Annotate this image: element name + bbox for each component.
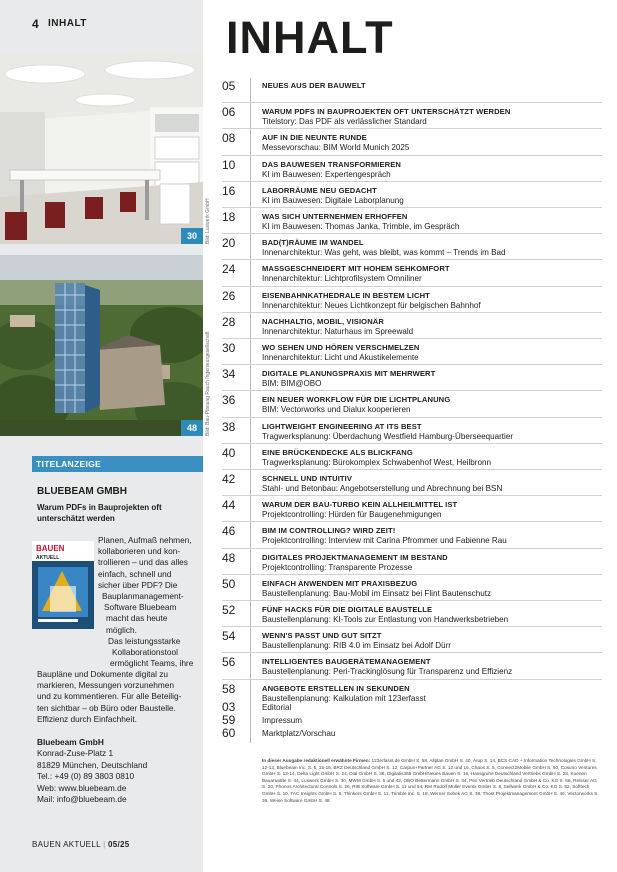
toc-rule	[222, 181, 602, 182]
toc-entry[interactable]	[222, 262, 602, 288]
toc-page-number: 28	[222, 314, 236, 329]
toc-rule	[222, 443, 602, 444]
toc-subtitle: Projektcontrolling: Transparente Prozesse	[262, 562, 413, 572]
toc-entry[interactable]	[222, 158, 602, 184]
toc-page-number: 44	[222, 498, 236, 513]
contact-name: Bluebeam GmbH	[37, 737, 104, 747]
toc-entry[interactable]	[222, 131, 602, 157]
toc-page-number: 18	[222, 210, 236, 224]
toc-page-number: 06	[222, 105, 236, 120]
photo-credit: Bild: Luxwerk GmbH	[205, 198, 211, 244]
toc-extra-entry[interactable]	[222, 726, 602, 740]
toc-rule	[222, 469, 602, 470]
toc-subtitle: Baustellenplanung: Bau-Mobil im Einsatz bei Flint Bautenschutz	[262, 588, 492, 598]
toc-page-number: 05	[222, 79, 236, 93]
ad-body-text-continued: Baupläne und Dokumente digital zu markieren, Messungen vorzunehmen und zu kommentieren. Für alle Beteilig- ten sichtbar – ob Büro oder Baustelle. Effizienz durch Einfachheit.	[37, 669, 182, 724]
page-footer: BAUEN AKTUELL | 05/25	[32, 840, 130, 849]
toc-page-number: 42	[222, 472, 236, 486]
toc-title: EISENBAHNKATHEDRALE IN BESTEM LICHT	[262, 290, 430, 300]
toc-title: MASSGESCHNEIDERT MIT HOHEM SEHKOMFORT	[262, 264, 450, 274]
toc-rule	[222, 548, 602, 549]
toc-page-number: 34	[222, 367, 236, 382]
toc-page-number: 54	[222, 629, 236, 644]
toc-rule	[222, 417, 602, 418]
toc-entry[interactable]	[222, 446, 602, 472]
toc-entry[interactable]	[222, 79, 602, 105]
ad-company: BLUEBEAM GMBH	[37, 486, 127, 497]
toc-entry[interactable]	[222, 184, 602, 210]
toc-entry[interactable]	[222, 315, 602, 341]
toc-title: BAD(T)RÄUME IM WANDEL	[262, 238, 364, 248]
toc-subtitle: KI im Bauwesen: Expertengespräch	[262, 169, 391, 179]
toc-subtitle: KI im Bauwesen: Digitale Laborplanung	[262, 195, 404, 205]
toc-extra-entry[interactable]	[222, 700, 602, 714]
toc-subtitle: Projektcontrolling: Hürden für Baugenehmigungen	[262, 510, 442, 520]
toc-page-number: 58	[222, 681, 236, 696]
toc-entry[interactable]	[222, 629, 602, 655]
ad-contact	[37, 737, 147, 805]
toc-entry[interactable]	[222, 655, 602, 681]
toc-title: EINE BRÜCKENDECKE ALS BLICKFANG	[262, 447, 413, 457]
page-badge: 30	[181, 228, 203, 244]
toc-extra-page-number: 03	[222, 700, 236, 714]
toc-rule	[222, 338, 602, 339]
toc-entry[interactable]	[222, 498, 602, 524]
toc-page-number: 10	[222, 157, 236, 172]
toc-entry[interactable]	[222, 577, 602, 603]
toc-subtitle: Innenarchitektur: Was geht, was bleibt, was kommt – Trends im Bad	[262, 248, 506, 258]
toc-rule	[222, 155, 602, 156]
toc-subtitle: Innenarchitektur: Naturhaus im Spreewald	[262, 326, 414, 336]
toc-subtitle: Baustellenplanung: RIB 4.0 im Einsatz bei Adolf Dürr	[262, 641, 451, 651]
photo-credit: Bild: Bau-Planung Rauch Ingenieurgesellschaft	[205, 331, 211, 436]
firms-lead: In dieser Ausgabe redaktionell erwähnte Firmen:	[262, 758, 371, 763]
lab-room-photo	[0, 52, 203, 244]
toc-subtitle: Innenarchitektur: Lichtprofilsystem Omniliner	[262, 274, 422, 284]
toc-rule	[222, 233, 602, 234]
toc-page-number: 30	[222, 341, 236, 355]
toc-extra-label: Marktplatz/Vorschau	[262, 729, 336, 738]
toc-rule	[222, 626, 602, 627]
toc-page-number: 48	[222, 550, 236, 565]
toc-subtitle: Baustellenplanung: Peri-Trackinglösung für Transparenz und Effizienz	[262, 667, 513, 677]
toc-subtitle: Stahl- und Betonbau: Angebotserstellung und Abrechnung bei BSN	[262, 484, 503, 493]
toc-subtitle: BIM: BIM@OBO	[262, 379, 322, 389]
toc-title: SCHNELL UND INTUITIV	[262, 474, 353, 483]
toc-page-number: 46	[222, 524, 236, 539]
toc-title: INTELLIGENTES BAUGERÄTEMANAGEMENT	[262, 657, 431, 667]
toc-title: BIM IM CONTROLLING? WIRD ZEIT!	[262, 526, 396, 536]
toc-page-number: 24	[222, 262, 236, 277]
magazine-brand: BAUEN	[36, 544, 65, 553]
toc-subtitle: Projektcontrolling: Interview mit Carina Pfrommer und Fabienne Rau	[262, 536, 507, 546]
toc-title: AUF IN DIE NEUNTE RUNDE	[262, 133, 367, 143]
contact-web: Web: www.bluebeam.de	[37, 782, 127, 793]
toc-extra-page-number: 59	[222, 713, 236, 727]
firms-list: 123erfasst.de GmbH S. 58, Allplan GmbH S. 40, Arup S. 14, BCS CAD + Information Technologies GmbH S. 12-13, Bluebeam Inc. S. 6, 15-16, BRZ Deutschland GmbH S. 12, Carpus+Partner AG S. 12 und 16, Chaos S. 5, Connect2Mobile GmbH S. 50, Cosuno Ventures GmbH S. 13-14, Delta Light GmbH S. 24, Dial GmbH S. 36, Digitalis365 GmbH/Neues Bauen S. 16, Hansgrohe Deutschland Vertriebs GmbH S. 28, Koenen Bauanwälte S. 44, Luxwerk GmbH S. 30, MWM GmbH S. 5 und 42, OBO Bettermann GmbH S. 34, Peri Vertrieb Deutschland GmbH & Co. KG S. 56, Reisser AG S. 20, Phonos Architectural Controls S. 26, RIB Software GmbH S. 11 und 54, RM Rudolf Müller Events GmbH S. 8, Sellwerk GmbH & Co. KG S. 52, Softtech GmbH S. 10, TAC Insights GmbH S. 5, Thinkers GmbH S. 11, Trimble Inc. S. 18, Werner Sobek AG S. 38, Thost Projektmanagement GmbH S. 46, Vectorworks S. 36, Weise Software GmbH S. 48	[262, 758, 599, 803]
toc-page-number: 56	[222, 655, 236, 670]
toc-rule	[222, 679, 602, 680]
toc-subtitle: Tragwerksplanung: Bürokomplex Schwabenhof West, Heilbronn	[262, 457, 491, 467]
toc-extra-label: Impressum	[262, 716, 303, 725]
toc-entry[interactable]	[222, 472, 602, 498]
toc-title: DIGITALES PROJEKTMANAGEMENT IM BESTAND	[262, 552, 448, 562]
toc-title: LABORRÄUME NEU GEDACHT	[262, 185, 377, 195]
toc-entry[interactable]	[222, 367, 602, 393]
toc-title: EINFACH ANWENDEN MIT PRAXISBEZUG	[262, 578, 418, 588]
toc-extra-page-number: 60	[222, 726, 236, 740]
toc-page-number: 08	[222, 131, 236, 146]
toc-rule	[222, 574, 602, 575]
mentioned-firms	[262, 758, 602, 804]
toc-title: WARUM PDFS IN BAUPROJEKTEN OFT UNTERSCHÄTZT WERDEN	[262, 107, 511, 117]
toc-subtitle: Tragwerksplanung: Überdachung Westfield Hamburg-Überseequartier	[262, 431, 514, 441]
toc-page-number: 52	[222, 603, 236, 617]
toc-entry[interactable]	[222, 289, 602, 315]
toc-title: DAS BAUWESEN TRANSFORMIEREN	[262, 159, 401, 169]
toc-extra-label: Editorial	[262, 703, 292, 712]
toc-entry[interactable]	[222, 524, 602, 550]
toc-title: DIGITALE PLANUNGSPRAXIS MIT MEHRWERT	[262, 369, 436, 379]
toc-entry[interactable]	[222, 236, 602, 262]
toc-title: WAS SICH UNTERNEHMEN ERHOFFEN	[262, 212, 408, 221]
toc-page-number: 20	[222, 236, 236, 251]
toc-subtitle: Messevorschau: BIM World Munich 2025	[262, 143, 410, 153]
toc-title: EIN NEUER WORKFLOW FÜR DIE LICHTPLANUNG	[262, 395, 451, 405]
toc-rule	[222, 312, 602, 313]
ad-body-text: Planen, Aufmaß nehmen, kollaborieren und kon- trollieren – und das alles einfach, schnell und sicher über PDF? Die Bauplanmanagement- Software Bluebeam macht das heute möglich. Das leistungsstarke Kollaborationstool ermöglicht Teams, ihre	[98, 535, 194, 669]
toc-page-number: 36	[222, 393, 236, 408]
toc-subtitle: Baustellenplanung: Kalkulation mit 123erfasst	[262, 693, 426, 703]
toc-subtitle: KI im Bauwesen: Thomas Janka, Trimble, im Gespräch	[262, 222, 460, 231]
toc-rule	[222, 128, 602, 129]
page-section-label: INHALT	[48, 18, 87, 29]
toc-title: FÜNF HACKS FÜR DIE DIGITALE BAUSTELLE	[262, 605, 433, 614]
page-title: INHALT	[226, 12, 394, 63]
toc-subtitle: BIM: Vectorworks und Dialux kooperieren	[262, 405, 411, 415]
toc-rule	[222, 207, 602, 208]
toc-title: LIGHTWEIGHT ENGINEERING AT ITS BEST	[262, 421, 422, 431]
toc-rule	[222, 495, 602, 496]
toc-rule	[222, 652, 602, 653]
contact-phone: Tel.: +49 (0) 89 3803 0810	[37, 771, 135, 782]
toc-title: NEUES AUS DER BAUWELT	[262, 81, 366, 90]
toc-rule	[222, 600, 602, 601]
toc-rule	[222, 259, 602, 260]
toc-title: WARUM DER BAU-TURBO KEIN ALLHEILMITTEL IST	[262, 500, 458, 510]
toc-entry[interactable]	[222, 210, 602, 236]
toc-subtitle: Baustellenplanung: KI-Tools zur Entlastung von Handwerksbetrieben	[262, 615, 509, 624]
page-badge: 48	[181, 420, 203, 436]
toc-title: WO SEHEN UND HÖREN VERSCHMELZEN	[262, 343, 420, 352]
contact-mail: Mail: info@bluebeam.de	[37, 794, 127, 805]
toc-rule	[222, 521, 602, 522]
footer-magazine: BAUEN AKTUELL	[32, 840, 101, 849]
toc-subtitle: Innenarchitektur: Licht und Akustikelemente	[262, 353, 419, 362]
page-header	[0, 0, 203, 52]
church-scaffold-photo	[0, 255, 203, 436]
toc-rule	[222, 390, 602, 391]
toc-entry[interactable]	[222, 420, 602, 446]
toc-rule	[222, 102, 602, 103]
toc-entry[interactable]	[222, 393, 602, 419]
toc-entry[interactable]	[222, 341, 602, 367]
toc-page-number: 40	[222, 445, 236, 460]
contact-street: Konrad-Zuse-Platz 1	[37, 748, 114, 759]
footer-issue: 05/25	[107, 840, 130, 849]
toc-title: WENN'S PASST UND GUT SITZT	[262, 631, 382, 641]
contact-city: 81829 München, Deutschland	[37, 759, 148, 770]
toc-entry[interactable]	[222, 551, 602, 577]
toc-entry[interactable]	[222, 105, 602, 131]
toc-title: ANGEBOTE ERSTELLEN IN SEKUNDEN	[262, 683, 410, 693]
magazine-cover-image	[32, 541, 94, 629]
toc-rule	[222, 286, 602, 287]
toc-page-number: 16	[222, 183, 236, 198]
toc-entry[interactable]	[222, 603, 602, 629]
page-number: 4	[32, 17, 39, 31]
toc-page-number: 50	[222, 576, 236, 591]
toc-title: NACHHALTIG, MOBIL, VISIONÄR	[262, 316, 384, 326]
magazine-brand-2: AKTUELL	[36, 555, 60, 561]
toc-rule	[222, 364, 602, 365]
toc-subtitle: Innenarchitektur: Neues Lichtkonzept für belgischen Bahnhof	[262, 300, 481, 310]
ad-headline: Warum PDFs in Bauprojekten oft unterschätzt werden	[37, 503, 162, 523]
toc-subtitle: Titelstory: Das PDF als verlässlicher Standard	[262, 117, 427, 127]
title-ad-label: TITELANZEIGE	[32, 456, 203, 472]
toc-extra-entry[interactable]	[222, 713, 602, 727]
title-ad-box	[32, 472, 203, 832]
toc-page-number: 38	[222, 419, 236, 434]
toc-page-number: 26	[222, 288, 236, 303]
